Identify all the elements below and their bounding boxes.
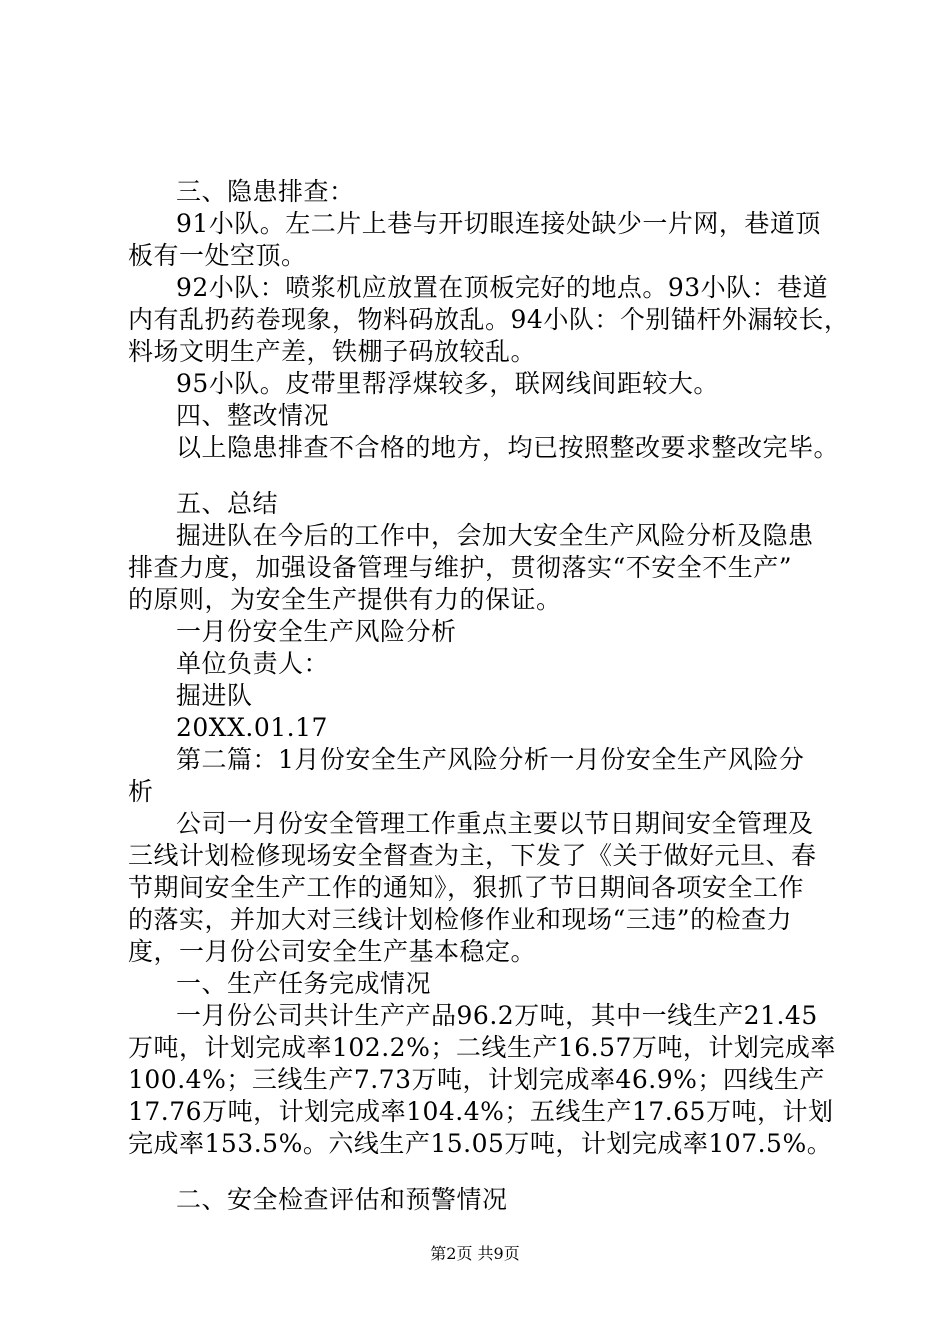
- paragraph-line: 以上隐患排查不合格的地方，均已按照整改要求整改完毕。: [176, 433, 840, 462]
- paragraph-line: 95小队。皮带里帮浮煤较多，联网线间距较大。: [176, 369, 719, 398]
- page-number-footer: 第2页 共9页: [430, 1244, 520, 1263]
- paragraph-line: 料场文明生产差，铁棚子码放较乱。: [128, 337, 537, 366]
- signature-label: 单位负责人：: [176, 649, 330, 678]
- paragraph-line: 91小队。左二片上巷与开切眼连接处缺少一片网，巷道顶: [176, 209, 821, 238]
- paragraph-line: 板有一处空顶。: [128, 241, 307, 270]
- section-title: 第二篇：1月份安全生产风险分析一月份安全生产风险分: [176, 745, 805, 774]
- paragraph-line: 节期间安全生产工作的通知》，狠抓了节日期间各项安全工作: [128, 873, 805, 902]
- unit-name: 掘进队: [176, 681, 253, 710]
- section-title-continued: 析: [128, 777, 154, 806]
- title-line: 一月份安全生产风险分析: [176, 617, 457, 646]
- paragraph-line: 的落实，并加大对三线计划检修作业和现场“三违”的检查力: [128, 905, 793, 934]
- heading-safety-inspection: 二、安全检查评估和预警情况: [176, 1185, 508, 1214]
- heading-production: 一、生产任务完成情况: [176, 969, 432, 998]
- paragraph-line: 完成率153.5%。六线生产15.05万吨，计划完成率107.5%。: [128, 1129, 833, 1158]
- heading-hazard-check: 三、隐患排查：: [176, 177, 355, 206]
- paragraph-line: 公司一月份安全管理工作重点主要以节日期间安全管理及: [176, 809, 814, 838]
- heading-rectification: 四、整改情况: [176, 401, 330, 430]
- paragraph-line: 100.4%；三线生产7.73万吨，计划完成率46.9%；四线生产: [128, 1065, 825, 1094]
- paragraph-line: 三线计划检修现场安全督查为主，下发了《关于做好元旦、春: [128, 841, 817, 870]
- paragraph-line: 排查力度，加强设备管理与维护，贯彻落实“不安全不生产”: [128, 553, 793, 582]
- date-line: 20XX.01.17: [176, 713, 328, 742]
- paragraph-line: 92小队：喷浆机应放置在顶板完好的地点。93小队：巷道: [176, 273, 829, 302]
- paragraph-line: 掘进队在今后的工作中，会加大安全生产风险分析及隐患: [176, 521, 814, 550]
- paragraph-line: 的原则，为安全生产提供有力的保证。: [128, 585, 562, 614]
- heading-summary: 五、总结: [176, 489, 279, 518]
- paragraph-line: 万吨，计划完成率102.2%；二线生产16.57万吨，计划完成率: [128, 1033, 836, 1062]
- paragraph-line: 内有乱扔药卷现象，物料码放乱。94小队：个别锚杆外漏较长，: [128, 305, 850, 334]
- paragraph-line: 17.76万吨，计划完成率104.4%；五线生产17.65万吨，计划: [128, 1097, 834, 1126]
- paragraph-line: 度，一月份公司安全生产基本稳定。: [128, 937, 537, 966]
- paragraph-line: 一月份公司共计生产产品96.2万吨，其中一线生产21.45: [176, 1001, 818, 1030]
